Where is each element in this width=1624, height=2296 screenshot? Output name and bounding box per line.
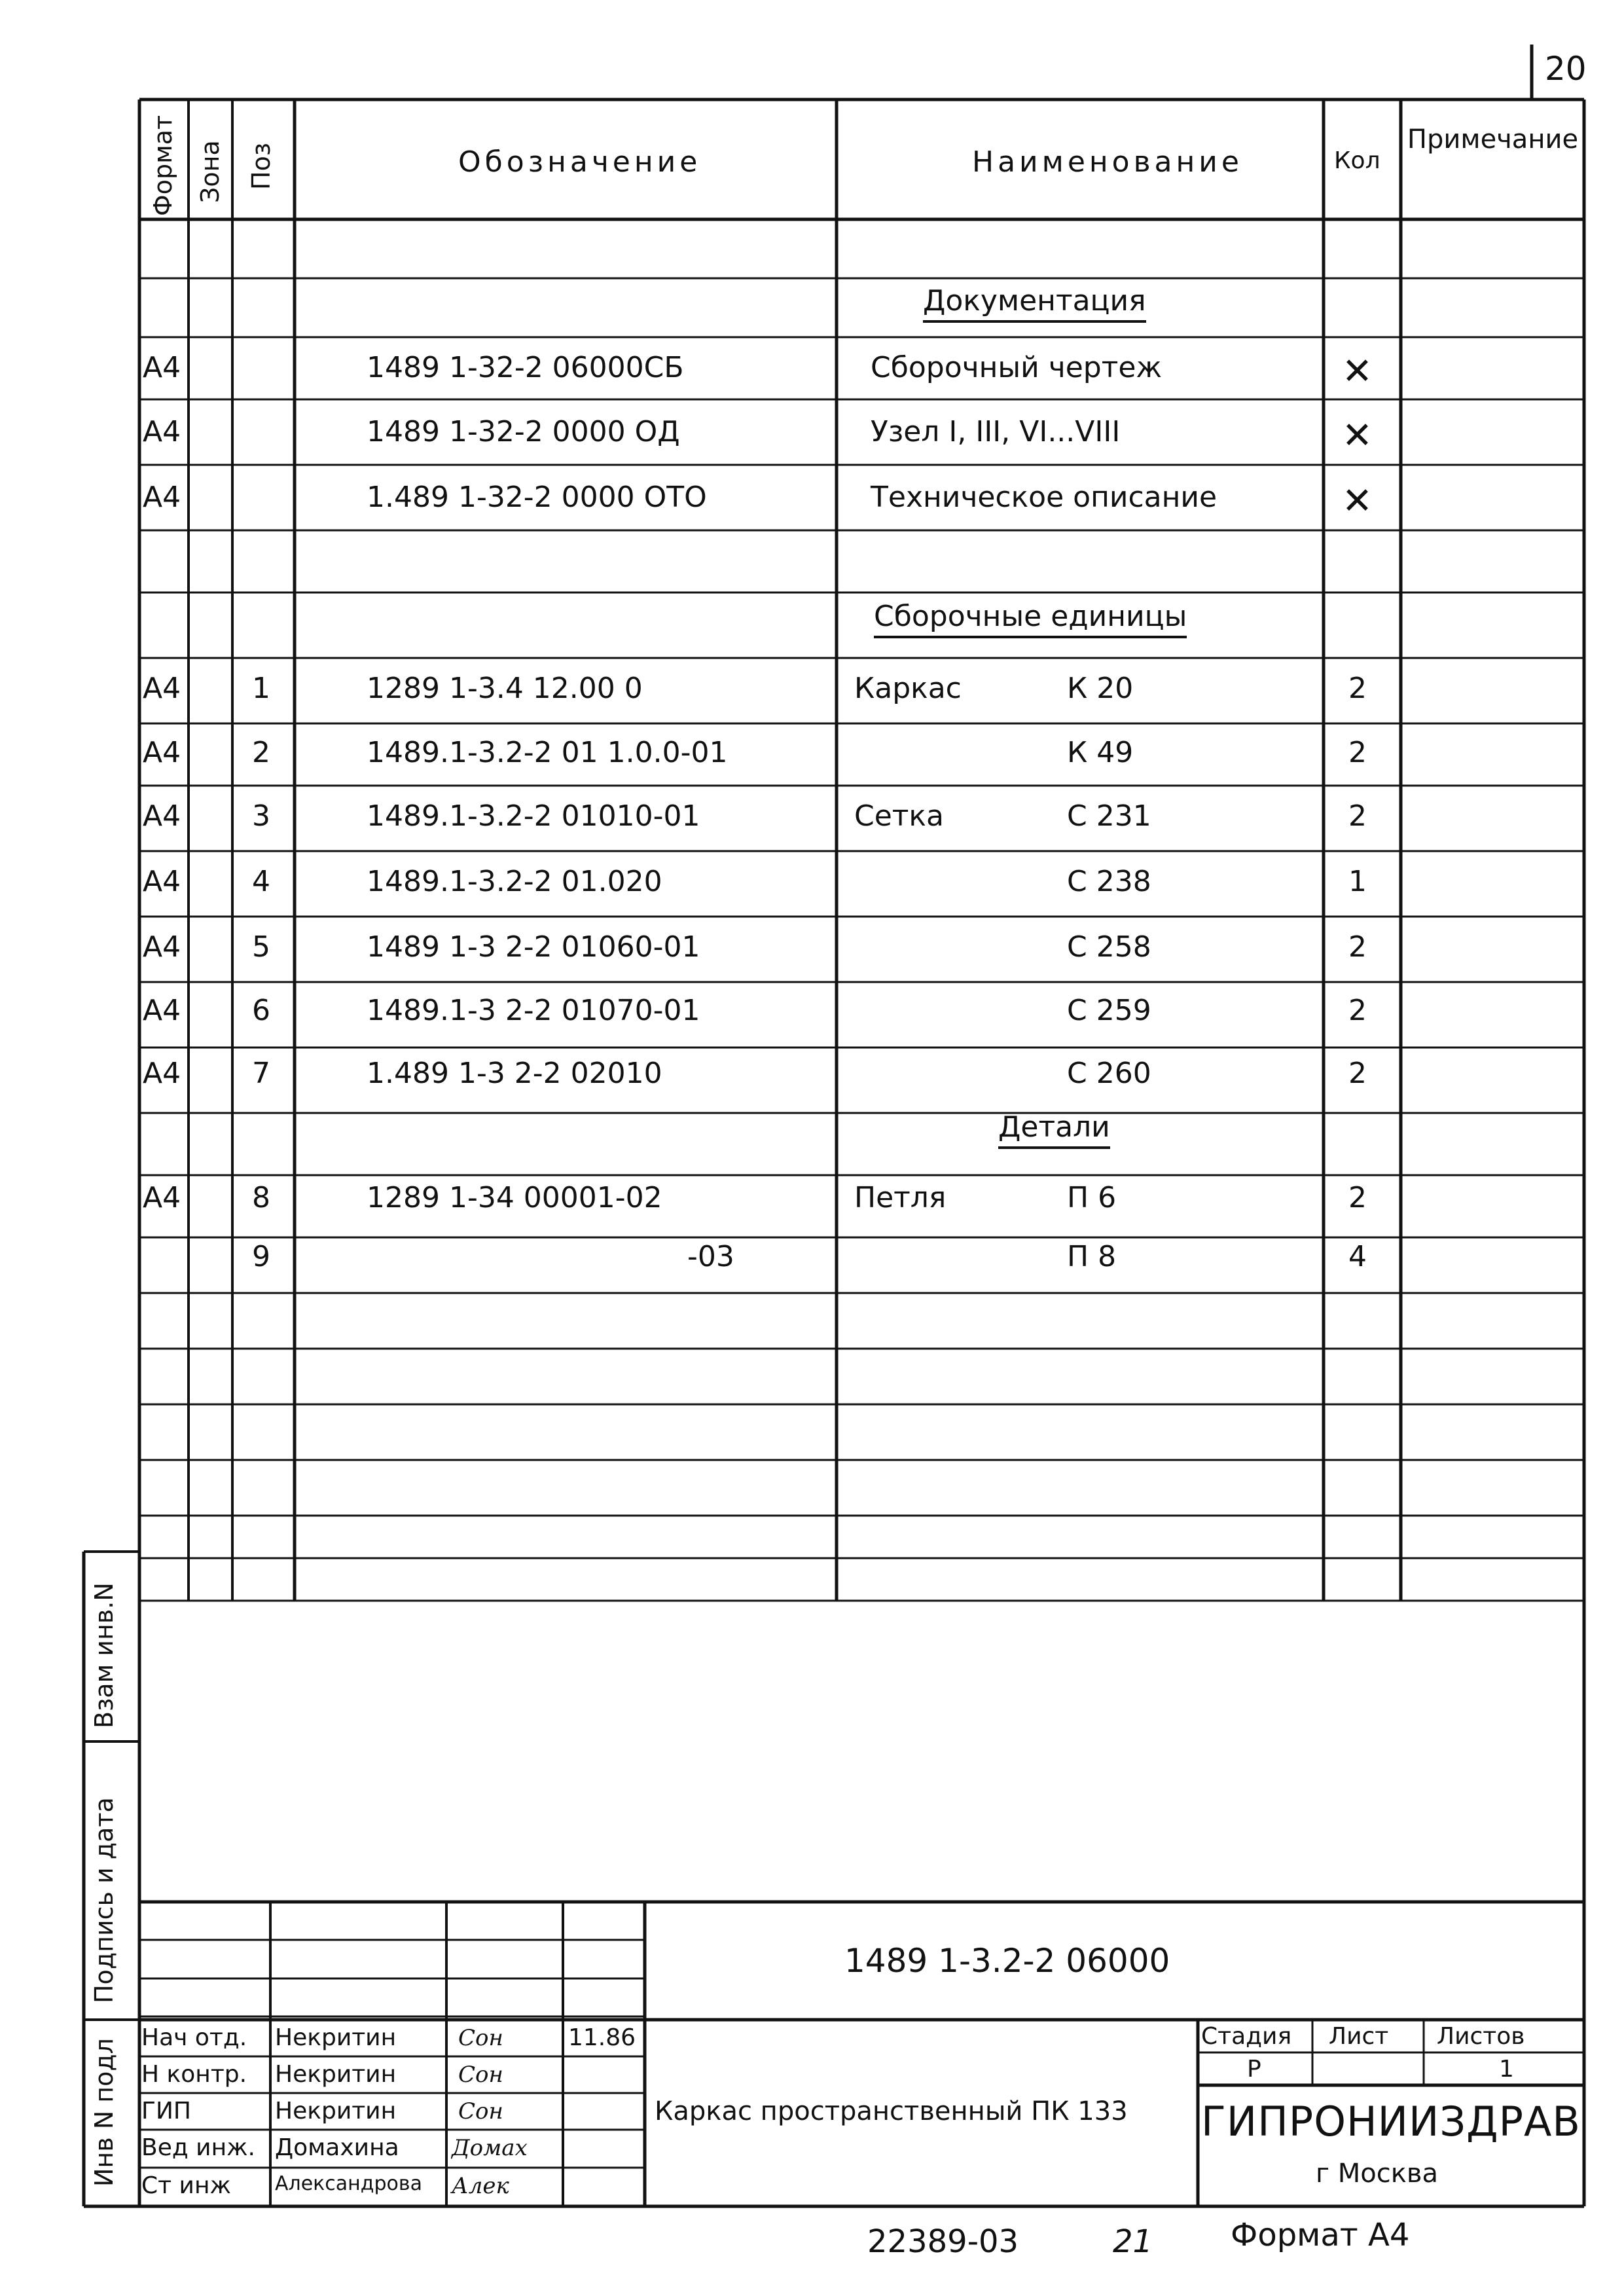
organization-name: ГИПРОНИИЗДРАВ [1201,2098,1581,2145]
row-designation: 1489 1-3 2-2 01060-01 [367,930,700,964]
row-pos: 2 [252,736,270,769]
row-subname: П 8 [1067,1240,1117,1273]
archive-number: 22389-03 [867,2223,1019,2260]
person-signature: Домах [452,2135,528,2161]
row-qty: 2 [1348,799,1367,833]
row-cross-mark: ✕ [1342,414,1373,457]
row-designation: 1.489 1-32-2 0000 ОТО [367,481,707,514]
person-signature: Сон [458,2098,503,2124]
row-qty: 4 [1348,1240,1367,1273]
row-subname: С 260 [1067,1057,1151,1090]
format-label: Формат А4 [1231,2217,1410,2253]
header-zone: Зона [196,140,225,203]
stamp-sign-date: Подпись и дата [90,1797,118,2003]
row-subname: С 231 [1067,799,1151,833]
sheets-label: Листов [1437,2023,1525,2050]
row-name: Сборочный чертеж [871,351,1163,384]
section-documentation [923,284,1146,318]
row-designation: 1489.1-3.2-2 01010-01 [367,799,700,833]
row-designation: 1489 1-32-2 0000 ОД [367,415,680,448]
row-cross-mark: ✕ [1342,350,1373,393]
row-pos: 4 [252,865,270,898]
row-designation: -03 [687,1240,734,1273]
row-subname: П 6 [1067,1181,1117,1214]
row-qty: 2 [1348,994,1367,1027]
row-format: А4 [143,415,181,448]
row-qty: 2 [1348,1181,1367,1214]
row-subname: С 258 [1067,930,1151,964]
row-designation: 1489.1-3 2-2 01070-01 [367,994,700,1027]
header-format: Формат [149,115,177,216]
stage-label: Стадия [1201,2023,1292,2050]
sheet-label: Лист [1329,2023,1389,2050]
row-format: А4 [143,799,181,833]
person-date: 11.86 [568,2024,636,2051]
page-number: 21 [1113,2223,1153,2260]
person-signature: Сон [458,2062,503,2088]
row-qty: 2 [1348,672,1367,705]
row-subname: К 49 [1067,736,1134,769]
row-qty: 1 [1348,865,1367,898]
row-format: А4 [143,1057,181,1090]
section-assembly-units-label: Сборочные единицы [874,600,1187,638]
person-name: Некритин [275,2061,397,2088]
stage-value: Р [1247,2056,1261,2083]
row-format: А4 [143,1181,181,1214]
person-signature: Алек [452,2173,509,2199]
row-pos: 6 [252,994,270,1027]
row-pos: 9 [252,1240,270,1273]
person-name: Некритин [275,2024,397,2051]
row-designation: 1.489 1-3 2-2 02010 [367,1057,662,1090]
row-pos: 7 [252,1057,270,1090]
person-role: ГИП [141,2098,191,2124]
stamp-replace-inv: Взам инв.N [90,1582,118,1728]
person-role: Вед инж. [141,2134,255,2161]
row-subname: С 259 [1067,994,1151,1027]
person-name: Некритин [275,2098,397,2124]
row-pos: 1 [252,672,270,705]
row-format: А4 [143,672,181,705]
person-name: Домахина [275,2134,399,2161]
row-name: Техническое описание [871,481,1218,514]
row-qty: 2 [1348,1057,1367,1090]
row-name: Сетка [854,799,944,833]
section-details [998,1110,1110,1144]
row-format: А4 [143,481,181,514]
header-pos: Поз [247,142,276,190]
row-subname: С 238 [1067,865,1151,898]
row-designation: 1489.1-3.2-2 01 1.0.0-01 [367,736,728,769]
row-pos: 3 [252,799,270,833]
row-designation: 1489.1-3.2-2 01.020 [367,865,662,898]
section-assembly-units [874,602,1187,631]
person-name: Александрова [275,2172,422,2195]
section-details-label: Детали [998,1110,1110,1149]
person-role: Н контр. [141,2061,247,2088]
row-designation: 1289 1-3.4 12.00 0 [367,672,643,705]
header-name: Наименование [972,145,1243,179]
row-name: Каркас [854,672,962,705]
row-format: А4 [143,930,181,964]
row-designation: 1489 1-32-2 06000СБ [367,351,684,384]
person-signature: Сон [458,2025,503,2051]
row-name: Петля [854,1181,947,1214]
row-format: А4 [143,736,181,769]
row-format: А4 [143,351,181,384]
section-documentation-label: Документация [923,284,1146,323]
sheets-value: 1 [1499,2056,1514,2083]
row-name: Узел I, III, VI...VIII [871,415,1121,448]
header-qty: Кол [1334,147,1380,174]
row-pos: 8 [252,1181,270,1214]
organization-city: г Москва [1316,2159,1438,2189]
sheet-number: 20 [1545,50,1587,88]
row-qty: 2 [1348,930,1367,964]
row-pos: 5 [252,930,270,964]
person-role: Нач отд. [141,2024,247,2051]
stamp-inv-orig: Инв N подл [90,2038,118,2187]
row-format: А4 [143,994,181,1027]
header-note: Примечание [1407,124,1579,155]
row-cross-mark: ✕ [1342,480,1373,522]
person-role: Ст инж [141,2172,231,2199]
header-designation: Обозначение [458,145,702,179]
product-name: Каркас пространственный ПК 133 [655,2096,1128,2126]
row-designation: 1289 1-34 00001-02 [367,1181,662,1214]
row-format: А4 [143,865,181,898]
row-qty: 2 [1348,736,1367,769]
row-subname: К 20 [1067,672,1134,705]
document-code: 1489 1-3.2-2 06000 [844,1942,1170,1980]
